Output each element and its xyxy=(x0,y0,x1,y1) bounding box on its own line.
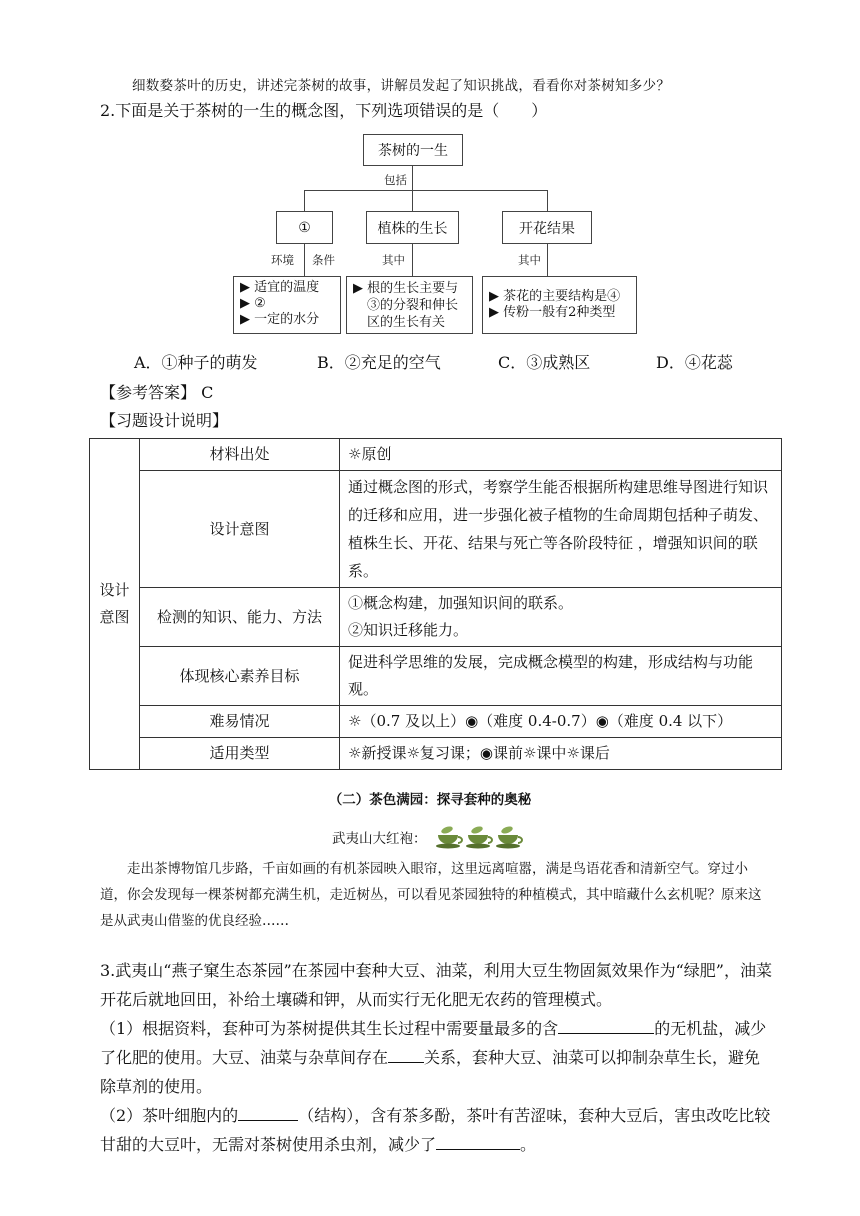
blank-3[interactable] xyxy=(238,1102,298,1121)
table-row xyxy=(90,471,782,588)
design-heading: 【习题设计说明】 xyxy=(100,411,229,430)
diagram-label-among-1: 其中 xyxy=(382,253,405,267)
tea-cup-icon xyxy=(435,823,463,851)
diagram-leaf-2: ▶ 根的生长主要与 ③的分裂和伸长 区的生长有关 xyxy=(346,276,473,334)
option-b[interactable]: B．②充足的空气 xyxy=(317,353,441,372)
intro-line: 细数婺茶叶的历史，讲述完茶树的故事，讲解员发起了知识挑战，看看你对茶树知多少？ xyxy=(132,78,671,94)
subheading xyxy=(332,823,523,851)
diagram-node-1: ① xyxy=(276,211,333,244)
story-paragraph: 走出茶博物馆几步路，千亩如画的有机茶园映入眼帘，这里远离喧嚣，满是鸟语花香和清新空气。穿过小道，你会发现每一棵茶树都充满生机，走近树丛，可以看见茶园独特的种植模式，其中暗藏什么玄机呢？原来这是从武夷山借鉴的优良经验…… xyxy=(100,861,762,929)
row-content: 促进科学思维的发展，完成概念模型的构建，形成结构与功能观。 xyxy=(340,647,782,706)
question-3-part-2: （2）茶叶细胞内的 （结构），含有茶多酚，茶叶有苦涩味，套种大豆后，害虫改吃比较甘甜的大豆叶，无需对茶树使用杀虫剂，减少了 。 xyxy=(100,1101,772,1159)
diagram-label-cond: 条件 xyxy=(312,253,335,267)
question-3-stem: 3.武夷山“燕子窠生态茶园”在茶园中套种大豆、油菜，利用大豆生物固氮效果作为“绿肥”，油菜开花后就地回田，补给土壤磷和钾，从而实行无化肥无农药的管理模式。 xyxy=(100,961,772,1009)
blank-1[interactable] xyxy=(558,1015,654,1034)
question-2-stem: 2.下面是关于茶树的一生的概念图，下列选项错误的是（ ） xyxy=(100,101,548,120)
row-label: 适用类型 xyxy=(140,738,340,770)
table-row xyxy=(90,738,782,770)
row-label: 检测的知识、能力、方法 xyxy=(140,588,340,647)
table-row xyxy=(90,706,782,738)
row-label: 设计意图 xyxy=(140,471,340,588)
row-content: ☼原创 xyxy=(340,439,782,471)
tea-cup-icon xyxy=(465,823,493,851)
question-3 xyxy=(100,956,772,1159)
diagram-root: 茶树的一生 xyxy=(363,134,463,166)
tea-cup-icon xyxy=(495,823,523,851)
row-label: 材料出处 xyxy=(140,439,340,471)
diagram-leaf-3: ▶ 茶花的主要结构是④ ▶ 传粉一般有2种类型 xyxy=(482,276,637,334)
row-content: ☼新授课☼复习课；◉课前☼课中☼课后 xyxy=(340,738,782,770)
blank-4[interactable] xyxy=(436,1131,520,1150)
table-row xyxy=(90,588,782,647)
section-title: （二）茶色满园：探寻套种的奥秘 xyxy=(328,792,532,808)
diagram-label-env: 环境 xyxy=(271,253,294,267)
diagram-node-3: 开花结果 xyxy=(502,211,592,244)
option-c[interactable]: C．③成熟区 xyxy=(498,353,591,372)
row-content: ☼（0.7 及以上）◉（难度 0.4-0.7）◉（难度 0.4 以下） xyxy=(340,706,782,738)
subheading-text: 武夷山大红袍： xyxy=(332,831,427,847)
row-content: 通过概念图的形式，考察学生能否根据所构建思维导图进行知识的迁移和应用，进一步强化被子植物的生命周期包括种子萌发、植株生长、开花、结果与死亡等各阶段特征 ，增强知识间的联系。 xyxy=(340,471,782,588)
blank-2[interactable] xyxy=(388,1044,424,1063)
diagram-label-among-2: 其中 xyxy=(518,253,541,267)
diagram-leaf-1: ▶ 适宜的温度 ▶ ② ▶ 一定的水分 xyxy=(233,276,341,334)
design-table xyxy=(89,438,782,770)
diagram-node-2: 植株的生长 xyxy=(366,211,459,244)
side-label: 设计 意图 xyxy=(90,439,140,770)
diagram-link-label: 包括 xyxy=(384,173,407,187)
tea-cups xyxy=(433,823,523,851)
question-3-part-1: （1）根据资料，套种可为茶树提供其生长过程中需要量最多的含 的无机盐，减少了化肥的使用。大豆、油菜与杂草间存在 关系，套种大豆、油菜可以抑制杂草生长，避免除草剂的使用。 xyxy=(100,1014,772,1101)
option-a[interactable]: A．①种子的萌发 xyxy=(134,353,258,372)
row-label: 难易情况 xyxy=(140,706,340,738)
table-row xyxy=(90,439,782,471)
table-row xyxy=(90,647,782,706)
row-content: ①概念构建，加强知识间的联系。 ②知识迁移能力。 xyxy=(340,588,782,647)
option-d[interactable]: D．④花蕊 xyxy=(656,353,733,372)
row-label: 体现核心素养目标 xyxy=(140,647,340,706)
reference-answer: 【参考答案】 C xyxy=(100,383,214,402)
